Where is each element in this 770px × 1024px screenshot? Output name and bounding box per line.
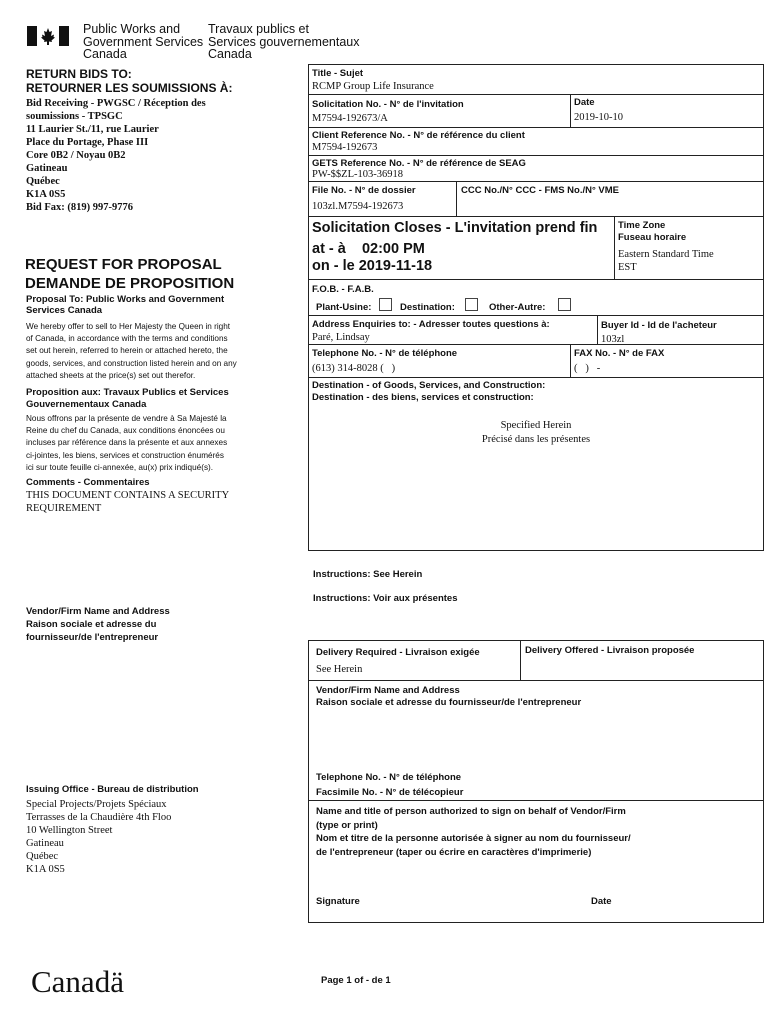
vendor-left-line: Vendor/Firm Name and Address (26, 606, 170, 617)
auth-label-line: (type or print) (316, 819, 378, 831)
comments-label: Comments - Commentaires (26, 477, 150, 488)
delivery-required-value[interactable]: See Herein (316, 664, 363, 675)
issuing-office-address (26, 798, 171, 876)
dept-fr-line: Travaux publics et (208, 22, 309, 36)
fob-label: F.O.B. - F.A.B. (312, 284, 374, 295)
destination-label (312, 380, 545, 404)
destination-label-line: Destination - des biens, services et construction: (312, 392, 534, 403)
issuing-office-line: 10 Wellington Street (26, 825, 113, 836)
telephone-value[interactable]: (613) 314-8028 ( ) (312, 363, 396, 374)
time-zone-label (618, 220, 686, 244)
closing-date (312, 258, 432, 274)
return-bids-address (26, 97, 206, 214)
file-value[interactable]: 103zl.M7594-192673 (312, 201, 404, 212)
auth-label-line: Nom et titre de la personne autorisée à signer au nom du fournisseur/ (316, 833, 631, 844)
dept-fr-line: Services gouvernementaux (208, 34, 360, 49)
return-bids-line: K1A 0S5 (26, 189, 66, 200)
tz-value-line: EST (618, 262, 637, 273)
signature-date-label: Date (591, 896, 612, 907)
auth-label-line: Name and title of person authorized to sign on behalf of Vendor/Firm (316, 806, 626, 817)
comments-line: THIS DOCUMENT CONTAINS A SECURITY (26, 490, 230, 501)
issuing-office-line: Terrasses de la Chaudière 4th Floo (26, 812, 172, 823)
proposal-to-en-line: Proposal To: Public Works and Government (26, 294, 225, 305)
offer-fr-line: incluses par référence dans la présente et aux annexes (26, 438, 228, 448)
solicitation-value[interactable]: M7594-192673/A (312, 113, 388, 124)
title-value[interactable]: RCMP Group Life Insurance (312, 81, 434, 92)
address-enquiries-value[interactable]: Paré, Lindsay (312, 332, 370, 343)
fax-label: FAX No. - N° de FAX (574, 348, 665, 359)
return-bids-line: Place du Portage, Phase III (26, 137, 149, 148)
issuing-office-line: Québec (26, 851, 59, 862)
client-ref-label: Client Reference No. - N° de référence du client (312, 130, 525, 141)
dept-en-line: Public Works and (83, 22, 181, 36)
tz-label-line: Time Zone (618, 220, 666, 231)
offer-text-en (26, 321, 237, 382)
comments-text (26, 490, 229, 515)
closing-time-value[interactable]: 02:00 PM (361, 241, 425, 257)
vendor-left-label (26, 605, 170, 644)
offer-en-line: attached sheets at the price(s) set out therefor. (26, 370, 196, 380)
delivery-offered-label: Delivery Offered - Livraison proposée (525, 645, 695, 656)
other-label: Other-Autre: (489, 302, 546, 313)
return-bids-line: Gatineau (26, 163, 68, 174)
return-bids-title-en: RETURN BIDS TO: (26, 67, 132, 81)
gets-label: GETS Reference No. - N° de référence de SEAG (312, 158, 526, 169)
ccc-label: CCC No./N° CCC - FMS No./N° VME (461, 185, 620, 196)
instructions-fr: Instructions: Voir aux présentes (313, 593, 458, 604)
proposal-to-fr (26, 387, 229, 410)
issuing-office-label: Issuing Office - Bureau de distribution (26, 784, 199, 795)
destination-checkbox-label: Destination: (400, 302, 455, 313)
offer-fr-line: Nous offrons par la présente de vendre à Sa Majesté la (26, 414, 227, 423)
buyer-id-label: Buyer Id - Id de l'acheteur (601, 320, 717, 331)
other-checkbox[interactable] (558, 298, 571, 311)
file-label: File No. - N° de dossier (312, 185, 416, 196)
date-value[interactable]: 2019-10-10 (574, 112, 623, 123)
time-zone-value[interactable] (618, 248, 714, 274)
offer-fr-line: Reine du chef du Canada, aux conditions énoncées ou (26, 426, 225, 436)
rfp-title-en: REQUEST FOR PROPOSAL (25, 256, 222, 273)
proposal-to-fr-line: Proposition aux: Travaux Publics et Services (26, 387, 229, 398)
destination-value-line: Specified Herein (500, 420, 572, 431)
solicitation-label: Solicitation No. - N° de l'invitation (312, 99, 464, 110)
offer-en-line: We hereby offer to sell to Her Majesty the Queen in right (26, 322, 231, 331)
rfp-heading (25, 255, 234, 293)
destination-value-line: Précisé dans les présentes (481, 434, 591, 445)
tz-label-line: Fuseau horaire (618, 232, 687, 243)
vendor-label-line: Raison sociale et adresse du fournisseur/de l'entrepreneur (316, 697, 582, 708)
closing-time (312, 241, 425, 257)
proposal-to-en (26, 294, 224, 316)
at-label: at - à (312, 241, 346, 257)
vendor-phone-label: Telephone No. - N° de téléphone (316, 772, 462, 783)
title-label: Title - Sujet (312, 68, 364, 79)
issuing-office-line: K1A 0S5 (26, 864, 65, 875)
dept-name-en (83, 23, 203, 61)
vendor-left-line: fournisseur/de l'entrepreneur (26, 632, 159, 643)
destination-value[interactable] (308, 419, 764, 447)
closing-date-value[interactable]: 2019-11-18 (358, 258, 433, 274)
return-bids-line: soumissions - TPSGC (26, 111, 123, 122)
proposal-to-en-line: Services Canada (26, 305, 103, 316)
date-label: Date (574, 97, 595, 108)
page-number: Page 1 of - de 1 (321, 975, 391, 986)
dept-name-fr (208, 23, 359, 61)
proposal-to-fr-line: Gouvernementaux Canada (26, 398, 147, 410)
offer-en-line: goods, services, and construction listed herein and on any (26, 358, 237, 368)
vendor-name-address-label (316, 685, 581, 709)
return-bids-line: Bid Receiving - PWGSC / Réception des (26, 98, 206, 109)
dept-en-line: Canada (83, 47, 127, 61)
return-bids-line: Bid Fax: (819) 997-9776 (26, 202, 134, 213)
issuing-office-line: Gatineau (26, 838, 64, 849)
tz-value-line: Eastern Standard Time (618, 249, 714, 260)
client-ref-value[interactable]: M7594-192673 (312, 142, 378, 153)
comments-line: REQUIREMENT (26, 502, 102, 514)
plant-label: Plant-Usine: (316, 302, 372, 313)
return-bids-line: 11 Laurier St./11, rue Laurier (26, 124, 159, 135)
fax-value[interactable]: ( ) - (574, 363, 601, 374)
telephone-label: Telephone No. - N° de téléphone (312, 348, 458, 359)
return-bids-heading (26, 67, 232, 95)
issuing-office-line: Special Projects/Projets Spéciaux (26, 799, 167, 810)
solicitation-closes-label: Solicitation Closes - L'invitation prend fin (312, 220, 598, 236)
address-enquiries-label: Address Enquiries to: - Adresser toutes questions à: (312, 319, 550, 330)
offer-fr-line: ici sur toute feuille ci-annexée, au(x) prix indiqué(s). (26, 462, 214, 472)
rfp-title-fr: DEMANDE DE PROPOSITION (25, 275, 235, 292)
return-bids-line: Québec (26, 176, 60, 187)
offer-en-line: set out herein, referred to herein or attached hereto, the (26, 346, 228, 356)
vendor-left-line: Raison sociale et adresse du (26, 619, 157, 630)
offer-text-fr (26, 413, 227, 474)
plant-checkbox[interactable] (379, 298, 392, 311)
return-bids-title-fr: RETOURNER LES SOUMISSIONS À: (26, 81, 233, 95)
canada-wordmark: Canadä (31, 964, 124, 999)
vendor-name-address-field[interactable] (312, 712, 760, 768)
destination-checkbox[interactable] (465, 298, 478, 311)
buyer-id-value[interactable]: 103zl (601, 334, 625, 345)
auth-label-line: de l'entrepreneur (taper ou écrire en caractères d'imprimerie) (316, 846, 592, 858)
canada-flag-icon (27, 26, 69, 46)
vendor-facsimile-label: Facsimile No. - N° de télécopieur (316, 787, 464, 798)
delivery-required-label: Delivery Required - Livraison exigée (316, 647, 480, 658)
offer-fr-line: ci-jointes, les biens, services et construction énumérés (26, 450, 224, 460)
dept-en-line: Government Services (83, 34, 204, 49)
offer-en-line: of Canada, in accordance with the terms and conditions (26, 334, 228, 344)
on-label: on - le (312, 258, 355, 274)
return-bids-line: Core 0B2 / Noyau 0B2 (26, 150, 126, 161)
authorized-person-label (316, 805, 631, 859)
vendor-label-line: Vendor/Firm Name and Address (316, 685, 460, 696)
gets-value[interactable]: PW-$$ZL-103-36918 (312, 169, 403, 180)
instructions-en: Instructions: See Herein (313, 569, 423, 580)
dept-fr-line: Canada (208, 47, 252, 61)
destination-label-line: Destination - of Goods, Services, and Construction: (312, 380, 546, 391)
signature-label: Signature (316, 896, 360, 907)
